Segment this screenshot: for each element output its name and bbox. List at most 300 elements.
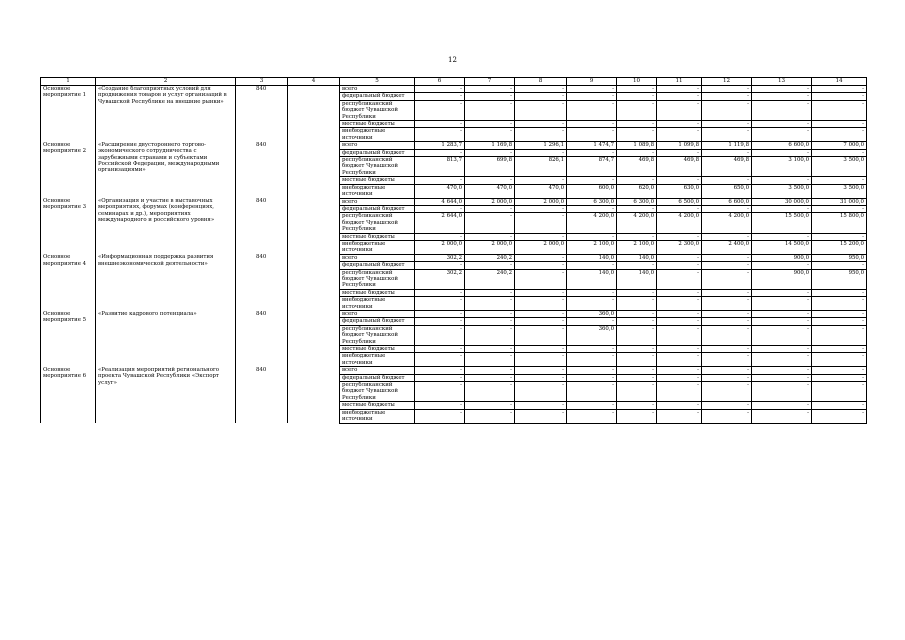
value-cell: - [465, 262, 515, 269]
value-cell: - [702, 289, 752, 296]
activity-name: «Информационная поддержка развития внешнеэкономической деятельности» [96, 254, 236, 310]
value-cell: 2 000,0 [515, 198, 567, 205]
value-cell: - [515, 269, 567, 289]
value-cell: - [515, 325, 567, 345]
value-cell: - [617, 205, 657, 212]
value-cell: - [515, 402, 567, 409]
value-cell: - [812, 353, 867, 367]
value-cell: - [415, 367, 465, 374]
header-cell: 5 [340, 78, 415, 86]
activity-label: Основное мероприятие 2 [41, 142, 96, 198]
value-cell: 470,0 [415, 184, 465, 198]
value-cell: - [415, 93, 465, 100]
value-cell: 470,0 [515, 184, 567, 198]
value-cell: - [657, 289, 702, 296]
value-cell: - [657, 402, 702, 409]
value-cell: - [657, 177, 702, 184]
value-cell: 620,0 [617, 184, 657, 198]
value-cell: - [812, 86, 867, 93]
value-cell: - [415, 346, 465, 353]
value-cell: - [702, 311, 752, 318]
table-row [41, 142, 867, 149]
value-cell: - [812, 205, 867, 212]
col4-cell [288, 254, 340, 310]
value-cell: 469,8 [702, 157, 752, 177]
page-number: 12 [448, 56, 457, 64]
value-cell: 813,7 [415, 157, 465, 177]
value-cell: 630,0 [657, 184, 702, 198]
value-cell: - [465, 289, 515, 296]
value-cell: - [515, 409, 567, 423]
value-cell: - [465, 213, 515, 233]
value-cell: - [515, 177, 567, 184]
header-cell: 4 [288, 78, 340, 86]
value-cell: - [617, 346, 657, 353]
value-cell: - [515, 86, 567, 93]
activity-name: «Реализация мероприятий регионального проекта Чувашской Республики «Экспорт услуг» [96, 367, 236, 423]
value-cell: - [812, 297, 867, 311]
value-cell: - [752, 297, 812, 311]
value-cell: 240,2 [465, 254, 515, 261]
value-cell: - [415, 409, 465, 423]
funding-source: всего [340, 142, 415, 149]
value-cell: - [657, 325, 702, 345]
activity-name: «Организация и участие в выставочных мероприятиях, форумах (конференциях, семинарах и др.), мероприятиях международного и российского уровня» [96, 198, 236, 254]
funding-source: федеральный бюджет [340, 205, 415, 212]
activity-name: «Расширение двустороннего торгово-экономического сотрудничества с зарубежными странами и субъектами Российской Федерации, международными организациями» [96, 142, 236, 198]
value-cell: - [515, 318, 567, 325]
value-cell: - [657, 382, 702, 402]
value-cell: 600,0 [567, 184, 617, 198]
value-cell: - [515, 128, 567, 142]
value-cell: 140,0 [567, 269, 617, 289]
funding-source: местные бюджеты [340, 233, 415, 240]
value-cell: - [465, 402, 515, 409]
value-cell: 14 500,0 [752, 240, 812, 254]
value-cell: - [515, 297, 567, 311]
value-cell: - [415, 177, 465, 184]
value-cell: - [515, 93, 567, 100]
value-cell: 1 119,8 [702, 142, 752, 149]
funding-source: внебюджетные источники [340, 409, 415, 423]
value-cell: 15 200,0 [812, 240, 867, 254]
value-cell: - [465, 297, 515, 311]
value-cell: - [702, 367, 752, 374]
value-cell: - [415, 100, 465, 120]
value-cell: - [515, 213, 567, 233]
funding-source: республиканский бюджет Чувашской Республики [340, 213, 415, 233]
value-cell: - [657, 254, 702, 261]
value-cell: - [415, 374, 465, 381]
value-cell: - [515, 382, 567, 402]
value-cell: - [465, 121, 515, 128]
value-cell: 1 099,8 [657, 142, 702, 149]
value-cell: - [515, 205, 567, 212]
value-cell: - [752, 262, 812, 269]
value-cell: - [752, 121, 812, 128]
value-cell: - [657, 346, 702, 353]
value-cell: 30 000,0 [752, 198, 812, 205]
budget-table [40, 77, 867, 424]
value-cell: - [617, 100, 657, 120]
funding-source: местные бюджеты [340, 177, 415, 184]
value-cell: - [415, 382, 465, 402]
value-cell: - [515, 311, 567, 318]
value-cell: - [465, 86, 515, 93]
value-cell: - [812, 289, 867, 296]
table-row [41, 86, 867, 93]
table-row [41, 254, 867, 261]
header-row [41, 78, 867, 86]
funding-source: республиканский бюджет Чувашской Республики [340, 382, 415, 402]
value-cell: - [515, 262, 567, 269]
value-cell: - [465, 128, 515, 142]
value-cell: 6 600,0 [702, 198, 752, 205]
value-cell: 1 169,8 [465, 142, 515, 149]
funding-source: местные бюджеты [340, 346, 415, 353]
funding-source: федеральный бюджет [340, 262, 415, 269]
funding-source: республиканский бюджет Чувашской Республики [340, 269, 415, 289]
value-cell: 360,0 [567, 311, 617, 318]
value-cell: 31 000,0 [812, 198, 867, 205]
value-cell: - [702, 297, 752, 311]
value-cell: 4 644,0 [415, 198, 465, 205]
value-cell: - [415, 128, 465, 142]
value-cell: 140,0 [567, 254, 617, 261]
value-cell: 470,0 [465, 184, 515, 198]
value-cell: - [702, 318, 752, 325]
value-cell: - [465, 318, 515, 325]
value-cell: 469,8 [657, 157, 702, 177]
table-row [41, 198, 867, 205]
value-cell: - [657, 121, 702, 128]
value-cell: - [657, 205, 702, 212]
value-cell: - [657, 367, 702, 374]
budget-code: 840 [236, 311, 288, 367]
col4-cell [288, 311, 340, 367]
value-cell: - [702, 402, 752, 409]
value-cell: 2 000,0 [515, 240, 567, 254]
value-cell: 6 500,0 [657, 198, 702, 205]
value-cell: - [515, 289, 567, 296]
value-cell: - [617, 409, 657, 423]
value-cell: - [812, 402, 867, 409]
funding-source: федеральный бюджет [340, 374, 415, 381]
value-cell: 2 000,0 [465, 198, 515, 205]
value-cell: - [617, 318, 657, 325]
value-cell: - [812, 367, 867, 374]
col4-cell [288, 198, 340, 254]
value-cell: - [752, 86, 812, 93]
value-cell: - [617, 325, 657, 345]
funding-source: федеральный бюджет [340, 93, 415, 100]
value-cell: - [567, 374, 617, 381]
budget-code: 840 [236, 198, 288, 254]
value-cell: 826,1 [515, 157, 567, 177]
funding-source: внебюджетные источники [340, 353, 415, 367]
value-cell: - [812, 233, 867, 240]
value-cell: - [657, 93, 702, 100]
activity-name: «Создание благоприятных условий для продвижения товаров и услуг организаций в Чувашской Республике на внешние рынки» [96, 86, 236, 142]
activity-label: Основное мероприятие 1 [41, 86, 96, 142]
value-cell: - [465, 233, 515, 240]
value-cell: - [702, 93, 752, 100]
budget-code: 840 [236, 254, 288, 310]
value-cell: - [752, 149, 812, 156]
value-cell: - [415, 86, 465, 93]
activity-label: Основное мероприятие 6 [41, 367, 96, 423]
value-cell: 3 500,0 [812, 157, 867, 177]
funding-source: всего [340, 254, 415, 261]
value-cell: - [617, 262, 657, 269]
value-cell: - [702, 233, 752, 240]
value-cell: - [567, 149, 617, 156]
header-cell: 2 [96, 78, 236, 86]
value-cell: - [415, 311, 465, 318]
value-cell: 360,0 [567, 325, 617, 345]
funding-source: внебюджетные источники [340, 240, 415, 254]
value-cell: 302,2 [415, 269, 465, 289]
value-cell: - [812, 311, 867, 318]
value-cell: - [515, 374, 567, 381]
value-cell: 140,0 [617, 269, 657, 289]
value-cell: - [702, 409, 752, 423]
value-cell: - [617, 367, 657, 374]
value-cell: - [657, 311, 702, 318]
value-cell: - [812, 93, 867, 100]
value-cell: - [702, 205, 752, 212]
value-cell: - [657, 86, 702, 93]
value-cell: - [702, 128, 752, 142]
value-cell: 650,0 [702, 184, 752, 198]
funding-source: внебюджетные источники [340, 128, 415, 142]
activity-label: Основное мероприятие 5 [41, 311, 96, 367]
value-cell: 699,8 [465, 157, 515, 177]
value-cell: - [657, 269, 702, 289]
value-cell: - [567, 86, 617, 93]
value-cell: - [752, 100, 812, 120]
funding-source: местные бюджеты [340, 402, 415, 409]
value-cell: - [657, 128, 702, 142]
value-cell: - [702, 100, 752, 120]
value-cell: - [752, 367, 812, 374]
value-cell: - [567, 402, 617, 409]
funding-source: федеральный бюджет [340, 149, 415, 156]
value-cell: - [702, 374, 752, 381]
value-cell: 4 200,0 [702, 213, 752, 233]
header-cell: 6 [415, 78, 465, 86]
value-cell: - [752, 353, 812, 367]
value-cell: - [702, 86, 752, 93]
header-cell: 9 [567, 78, 617, 86]
value-cell: - [567, 346, 617, 353]
value-cell: - [415, 353, 465, 367]
value-cell: - [752, 93, 812, 100]
value-cell: - [515, 149, 567, 156]
value-cell: 1 296,1 [515, 142, 567, 149]
value-cell: - [415, 297, 465, 311]
value-cell: - [617, 353, 657, 367]
value-cell: - [415, 325, 465, 345]
funding-source: всего [340, 198, 415, 205]
value-cell: - [752, 318, 812, 325]
value-cell: - [617, 177, 657, 184]
funding-source: республиканский бюджет Чувашской Республики [340, 325, 415, 345]
value-cell: - [617, 382, 657, 402]
value-cell: - [415, 262, 465, 269]
value-cell: 240,2 [465, 269, 515, 289]
value-cell: 950,0 [812, 269, 867, 289]
budget-code: 840 [236, 86, 288, 142]
value-cell: - [812, 325, 867, 345]
value-cell: 2 000,0 [415, 240, 465, 254]
value-cell: - [812, 346, 867, 353]
funding-source: всего [340, 86, 415, 93]
value-cell: 2 100,0 [567, 240, 617, 254]
value-cell: - [415, 402, 465, 409]
value-cell: - [515, 346, 567, 353]
value-cell: - [812, 409, 867, 423]
value-cell: - [752, 374, 812, 381]
value-cell: - [752, 382, 812, 402]
funding-source: местные бюджеты [340, 289, 415, 296]
value-cell: 1 474,7 [567, 142, 617, 149]
value-cell: - [415, 289, 465, 296]
value-cell: - [657, 353, 702, 367]
value-cell: 7 000,0 [812, 142, 867, 149]
value-cell: - [657, 297, 702, 311]
value-cell: - [567, 262, 617, 269]
value-cell: 4 200,0 [657, 213, 702, 233]
value-cell: - [415, 205, 465, 212]
header-cell: 3 [236, 78, 288, 86]
value-cell: - [515, 367, 567, 374]
value-cell: 3 500,0 [752, 184, 812, 198]
value-cell: 1 089,8 [617, 142, 657, 149]
value-cell: - [567, 297, 617, 311]
value-cell: - [515, 233, 567, 240]
value-cell: - [812, 177, 867, 184]
value-cell: - [567, 233, 617, 240]
value-cell: - [752, 205, 812, 212]
value-cell: - [752, 311, 812, 318]
value-cell: - [567, 367, 617, 374]
value-cell: - [752, 177, 812, 184]
value-cell: 469,8 [617, 157, 657, 177]
value-cell: - [752, 402, 812, 409]
value-cell: - [465, 205, 515, 212]
value-cell: 15 800,0 [812, 213, 867, 233]
value-cell: - [617, 374, 657, 381]
value-cell: - [752, 409, 812, 423]
value-cell: - [515, 254, 567, 261]
value-cell: - [567, 100, 617, 120]
value-cell: - [812, 374, 867, 381]
value-cell: - [617, 149, 657, 156]
value-cell: - [515, 121, 567, 128]
value-cell: - [465, 367, 515, 374]
value-cell: - [567, 177, 617, 184]
value-cell: - [812, 318, 867, 325]
value-cell: - [702, 269, 752, 289]
value-cell: 15 500,0 [752, 213, 812, 233]
header-cell: 8 [515, 78, 567, 86]
value-cell: - [752, 128, 812, 142]
value-cell: - [515, 100, 567, 120]
value-cell: - [465, 325, 515, 345]
value-cell: 6 300,0 [567, 198, 617, 205]
value-cell: - [415, 121, 465, 128]
value-cell: - [702, 262, 752, 269]
funding-source: внебюджетные источники [340, 184, 415, 198]
value-cell: 900,0 [752, 269, 812, 289]
header-cell: 1 [41, 78, 96, 86]
header-cell: 13 [752, 78, 812, 86]
value-cell: - [812, 121, 867, 128]
value-cell: - [567, 121, 617, 128]
value-cell: - [617, 121, 657, 128]
value-cell: - [465, 100, 515, 120]
value-cell: 2 300,0 [657, 240, 702, 254]
table-row [41, 367, 867, 374]
value-cell: - [752, 233, 812, 240]
value-cell: - [617, 311, 657, 318]
header-cell: 10 [617, 78, 657, 86]
value-cell: - [567, 93, 617, 100]
value-cell: 2 400,0 [702, 240, 752, 254]
header-cell: 11 [657, 78, 702, 86]
value-cell: - [567, 353, 617, 367]
value-cell: - [702, 177, 752, 184]
value-cell: 4 200,0 [567, 213, 617, 233]
value-cell: 6 600,0 [752, 142, 812, 149]
funding-source: федеральный бюджет [340, 318, 415, 325]
value-cell: - [702, 254, 752, 261]
value-cell: - [702, 325, 752, 345]
value-cell: 302,2 [415, 254, 465, 261]
value-cell: - [465, 382, 515, 402]
value-cell: - [752, 289, 812, 296]
value-cell: 950,0 [812, 254, 867, 261]
table-row [41, 311, 867, 318]
value-cell: 6 300,0 [617, 198, 657, 205]
value-cell: - [657, 409, 702, 423]
value-cell: - [752, 325, 812, 345]
value-cell: - [617, 86, 657, 93]
value-cell: 4 200,0 [617, 213, 657, 233]
value-cell: - [657, 149, 702, 156]
value-cell: - [465, 374, 515, 381]
value-cell: - [567, 409, 617, 423]
value-cell: - [752, 346, 812, 353]
col4-cell [288, 142, 340, 198]
budget-code: 840 [236, 142, 288, 198]
value-cell: 3 500,0 [812, 184, 867, 198]
value-cell: - [465, 149, 515, 156]
value-cell: - [657, 100, 702, 120]
value-cell: - [415, 149, 465, 156]
value-cell: - [812, 128, 867, 142]
value-cell: - [617, 93, 657, 100]
value-cell: - [567, 128, 617, 142]
value-cell: 2 000,0 [465, 240, 515, 254]
value-cell: - [617, 402, 657, 409]
value-cell: 874,7 [567, 157, 617, 177]
funding-source: республиканский бюджет Чувашской Республики [340, 157, 415, 177]
value-cell: - [567, 289, 617, 296]
value-cell: - [657, 318, 702, 325]
value-cell: - [567, 205, 617, 212]
